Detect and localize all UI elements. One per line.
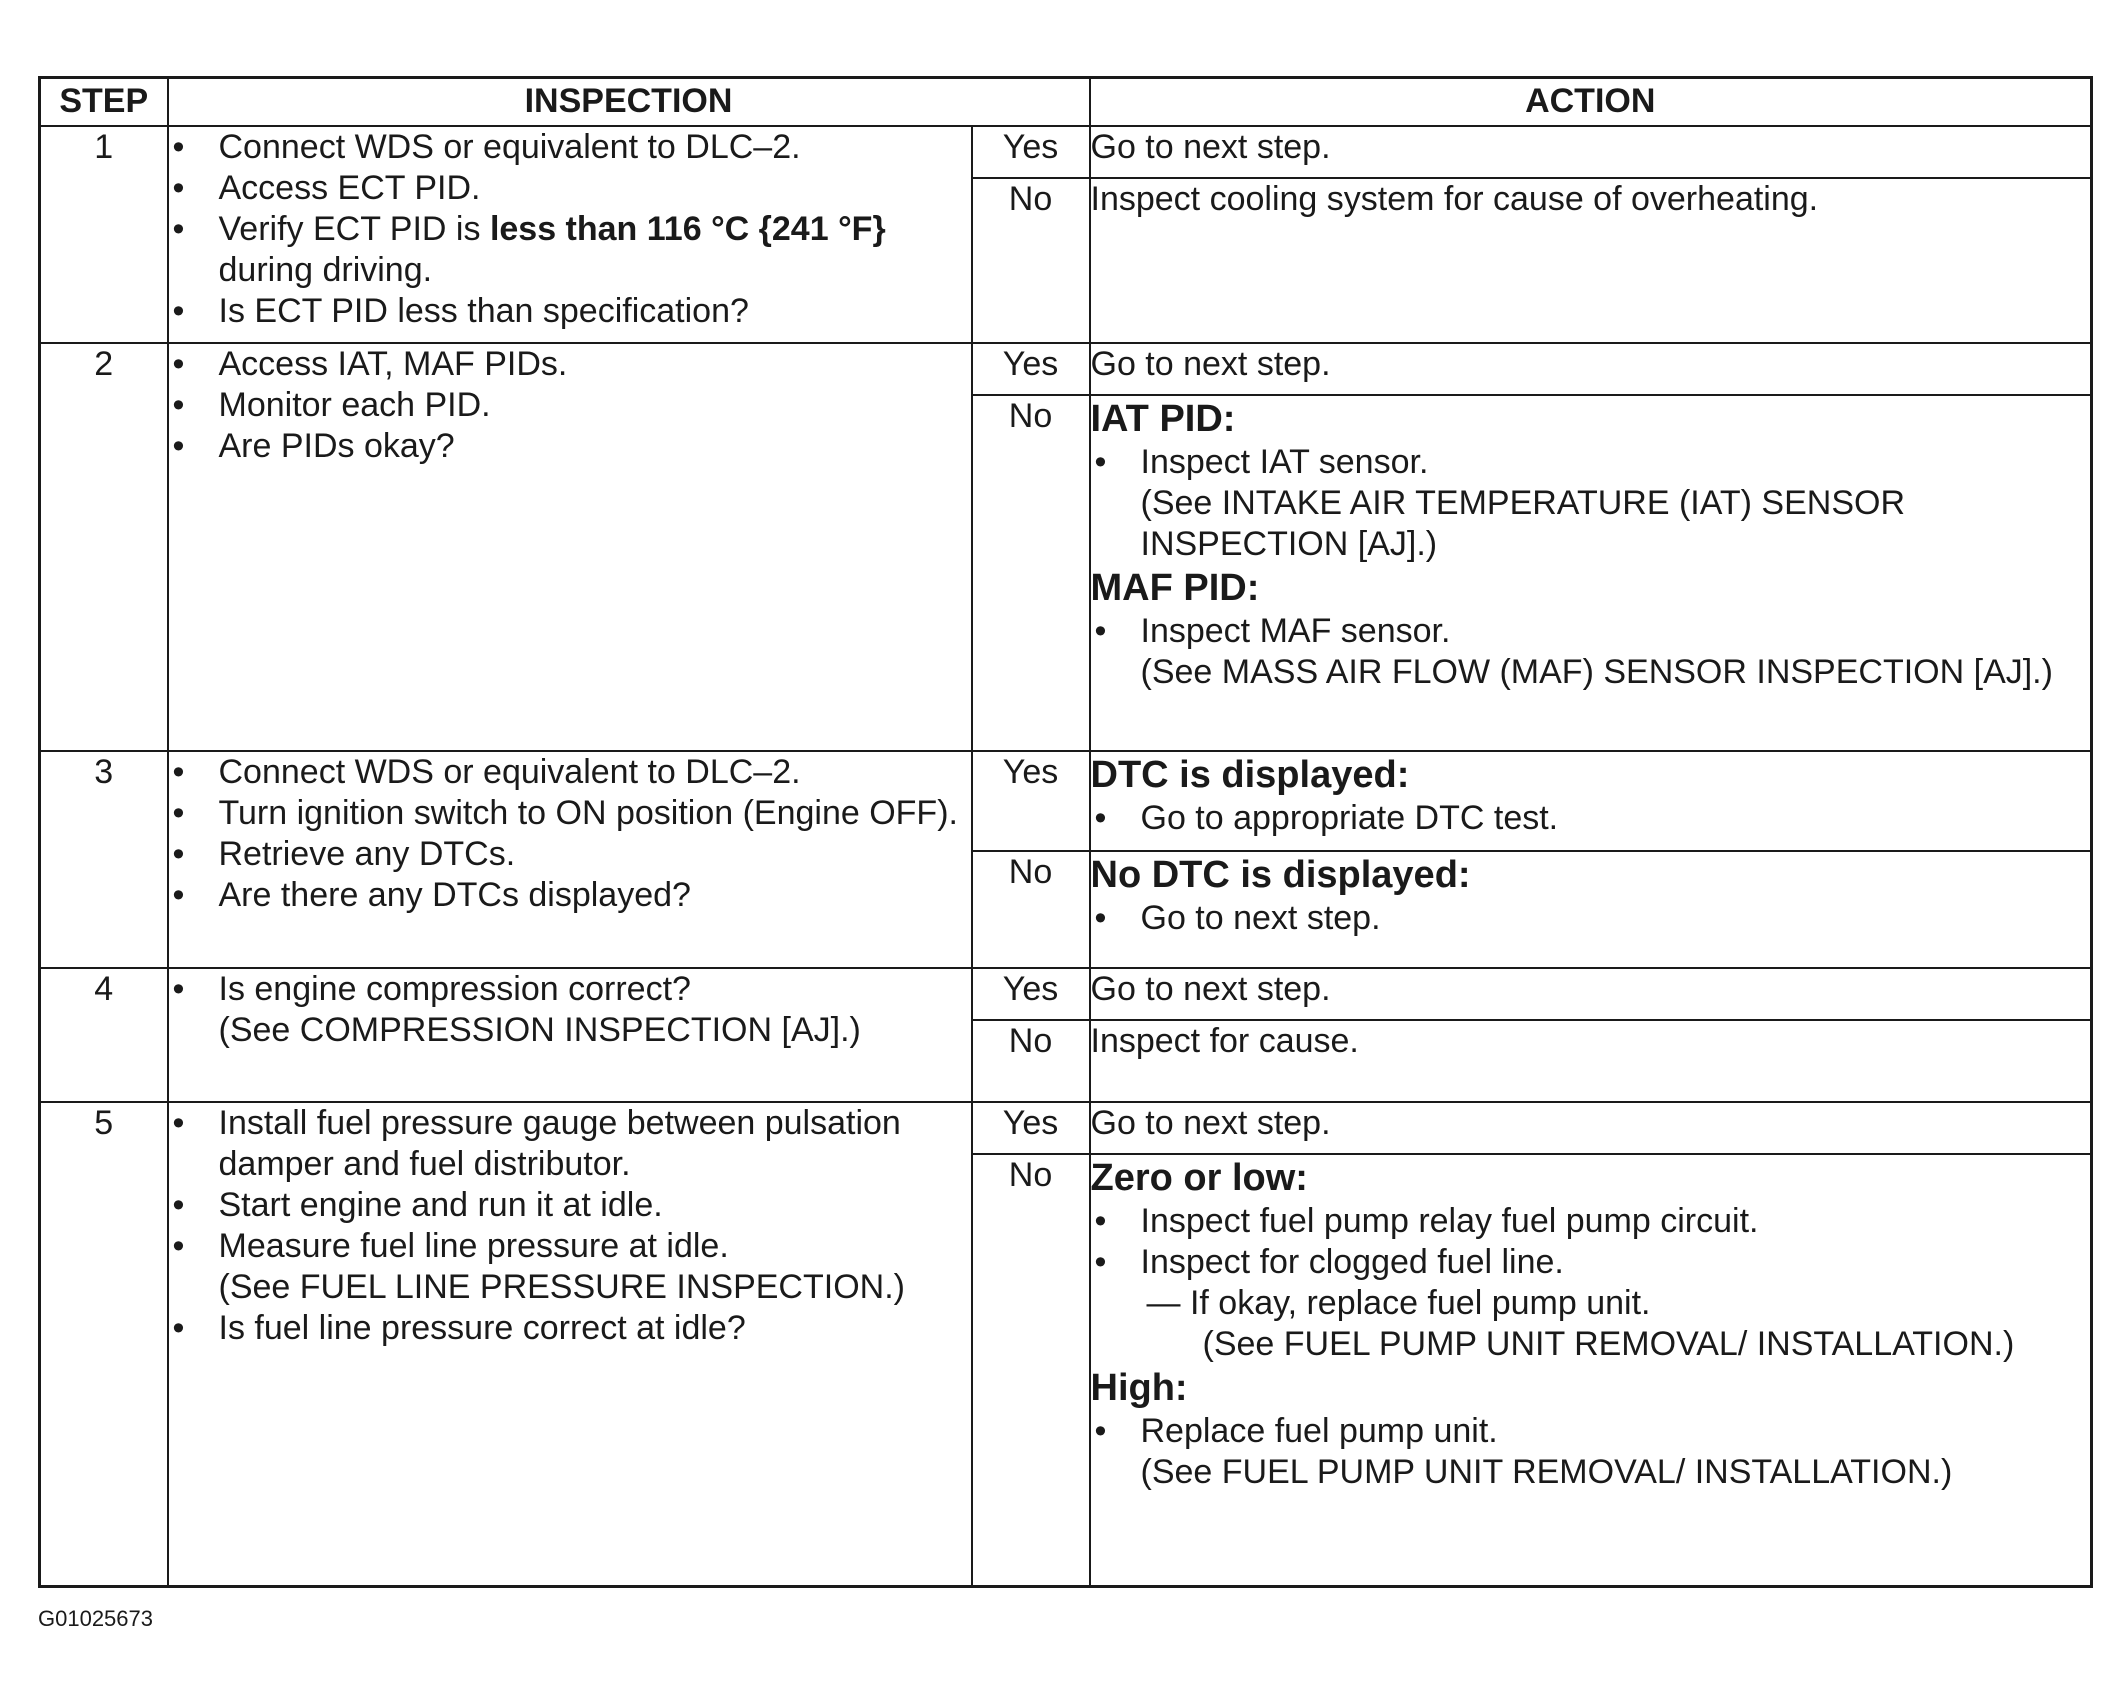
step-5-yes-action: Go to next step. bbox=[1090, 1102, 2092, 1154]
step-2-yes-action: Go to next step. bbox=[1090, 343, 2092, 395]
step-5-inspection-item: • Is fuel line pressure correct at idle? bbox=[169, 1308, 971, 1349]
step-2-inspection bbox=[168, 343, 972, 751]
step-1-inspection-item: • Is ECT PID less than specification? bbox=[169, 291, 971, 332]
zero-low-item bbox=[1091, 1242, 2091, 1283]
step-3-inspection bbox=[168, 751, 972, 968]
high-heading: High: bbox=[1090, 1367, 1188, 1409]
step-5-yes-label: Yes bbox=[972, 1102, 1090, 1154]
step-3-yes-action bbox=[1090, 751, 2092, 851]
step-5-inspection bbox=[168, 1102, 972, 1586]
step-3-inspection-item: • Connect WDS or equivalent to DLC–2. bbox=[169, 752, 971, 793]
step-1-number: 1 bbox=[40, 126, 168, 343]
step-2-no-action bbox=[1090, 395, 2092, 751]
step-column-header: STEP bbox=[40, 78, 168, 127]
step-5-no-action bbox=[1090, 1154, 2092, 1586]
step-4-yes-row bbox=[40, 968, 2092, 1020]
ect-verify-text: Verify ECT PID is bbox=[218, 210, 490, 248]
step-5-inspection-item: • Start engine and run it at idle. bbox=[169, 1185, 971, 1226]
step-2-number: 2 bbox=[40, 343, 168, 751]
no-dtc-item: • Go to next step. bbox=[1091, 898, 2091, 939]
iat-inspect-item bbox=[1091, 442, 2091, 565]
step-4-inspection-item bbox=[169, 969, 971, 1051]
step-4-yes-label: Yes bbox=[972, 968, 1090, 1020]
step-5-no-label: No bbox=[972, 1154, 1090, 1586]
diagnostic-procedure-table bbox=[38, 76, 2093, 1588]
step-1-yes-action: Go to next step. bbox=[1090, 126, 2092, 178]
high-pump-reference: (See FUEL PUMP UNIT REMOVAL/ INSTALLATION.) bbox=[1140, 1453, 1953, 1491]
inspection-column-header: INSPECTION bbox=[168, 78, 1090, 127]
step-4-no-action: Inspect for cause. bbox=[1090, 1020, 2092, 1102]
step-2-inspection-item: • Access IAT, MAF PIDs. bbox=[169, 344, 971, 385]
step-3-yes-row bbox=[40, 751, 2092, 851]
step-2-no-label: No bbox=[972, 395, 1090, 751]
step-2-inspection-item: • Are PIDs okay? bbox=[169, 426, 971, 467]
step-3-yes-label: Yes bbox=[972, 751, 1090, 851]
ect-spec-value: less than 116 °C {241 °F} bbox=[489, 210, 886, 248]
zero-or-low-heading: Zero or low: bbox=[1090, 1157, 1308, 1199]
step-5-number: 5 bbox=[40, 1102, 168, 1586]
maf-pid-heading: MAF PID: bbox=[1090, 567, 1260, 609]
zero-low-item: • Inspect fuel pump relay fuel pump circuit. bbox=[1091, 1201, 2091, 1242]
step-2-yes-label: Yes bbox=[972, 343, 1090, 395]
dtc-displayed-heading: DTC is displayed: bbox=[1090, 754, 1410, 796]
replace-if-okay-text: — If okay, replace fuel pump unit. bbox=[1146, 1284, 1651, 1322]
dtc-test-item: • Go to appropriate DTC test. bbox=[1091, 798, 2091, 839]
iat-pid-heading: IAT PID: bbox=[1090, 398, 1236, 440]
compression-reference: (See COMPRESSION INSPECTION [AJ].) bbox=[218, 1011, 861, 1049]
step-4-yes-action: Go to next step. bbox=[1090, 968, 2092, 1020]
header-row bbox=[40, 78, 2092, 127]
step-1-inspection-item bbox=[169, 209, 971, 291]
fuel-line-reference: (See FUEL LINE PRESSURE INSPECTION.) bbox=[218, 1268, 905, 1306]
step-4-no-label: No bbox=[972, 1020, 1090, 1102]
compression-question: Is engine compression correct? bbox=[218, 970, 691, 1008]
step-3-number: 3 bbox=[40, 751, 168, 968]
maf-inspect-item bbox=[1091, 611, 2091, 693]
step-3-inspection-item: • Turn ignition switch to ON position (Engine OFF). bbox=[169, 793, 971, 834]
step-1-inspection bbox=[168, 126, 972, 343]
replace-pump-text: Replace fuel pump unit. bbox=[1140, 1412, 1498, 1450]
step-1-inspection-item: • Connect WDS or equivalent to DLC–2. bbox=[169, 127, 971, 168]
clogged-line-text: Inspect for clogged fuel line. bbox=[1140, 1243, 1564, 1281]
ect-verify-suffix: during driving. bbox=[218, 251, 433, 289]
step-2-yes-row bbox=[40, 343, 2092, 395]
step-5-yes-row bbox=[40, 1102, 2092, 1154]
step-3-inspection-item: • Retrieve any DTCs. bbox=[169, 834, 971, 875]
step-1-no-label: No bbox=[972, 178, 1090, 343]
step-1-yes-row bbox=[40, 126, 2092, 178]
step-3-no-label: No bbox=[972, 851, 1090, 968]
measure-pressure-text: Measure fuel line pressure at idle. bbox=[218, 1227, 729, 1265]
no-dtc-heading: No DTC is displayed: bbox=[1090, 854, 1471, 896]
step-1-inspection-item: • Access ECT PID. bbox=[169, 168, 971, 209]
step-3-no-action bbox=[1090, 851, 2092, 968]
high-item bbox=[1091, 1411, 2091, 1493]
step-4-inspection bbox=[168, 968, 972, 1102]
iat-inspect-text: Inspect IAT sensor. bbox=[1140, 443, 1429, 481]
step-3-inspection-item: • Are there any DTCs displayed? bbox=[169, 875, 971, 916]
figure-id-label: G01025673 bbox=[38, 1606, 153, 1631]
step-5-inspection-item bbox=[169, 1226, 971, 1308]
step-1-yes-label: Yes bbox=[972, 126, 1090, 178]
maf-reference: (See MASS AIR FLOW (MAF) SENSOR INSPECTION [AJ].) bbox=[1140, 653, 2053, 691]
iat-reference: (See INTAKE AIR TEMPERATURE (IAT) SENSOR INSPECTION [AJ].) bbox=[1140, 484, 1906, 563]
maf-inspect-text: Inspect MAF sensor. bbox=[1140, 612, 1451, 650]
step-2-inspection-item: • Monitor each PID. bbox=[169, 385, 971, 426]
action-column-header: ACTION bbox=[1090, 78, 2092, 127]
pump-removal-reference: (See FUEL PUMP UNIT REMOVAL/ INSTALLATION.) bbox=[1202, 1325, 2015, 1363]
step-5-inspection-item: • Install fuel pressure gauge between pulsation damper and fuel distributor. bbox=[169, 1103, 971, 1185]
step-4-number: 4 bbox=[40, 968, 168, 1102]
step-1-no-action: Inspect cooling system for cause of overheating. bbox=[1090, 178, 2092, 343]
